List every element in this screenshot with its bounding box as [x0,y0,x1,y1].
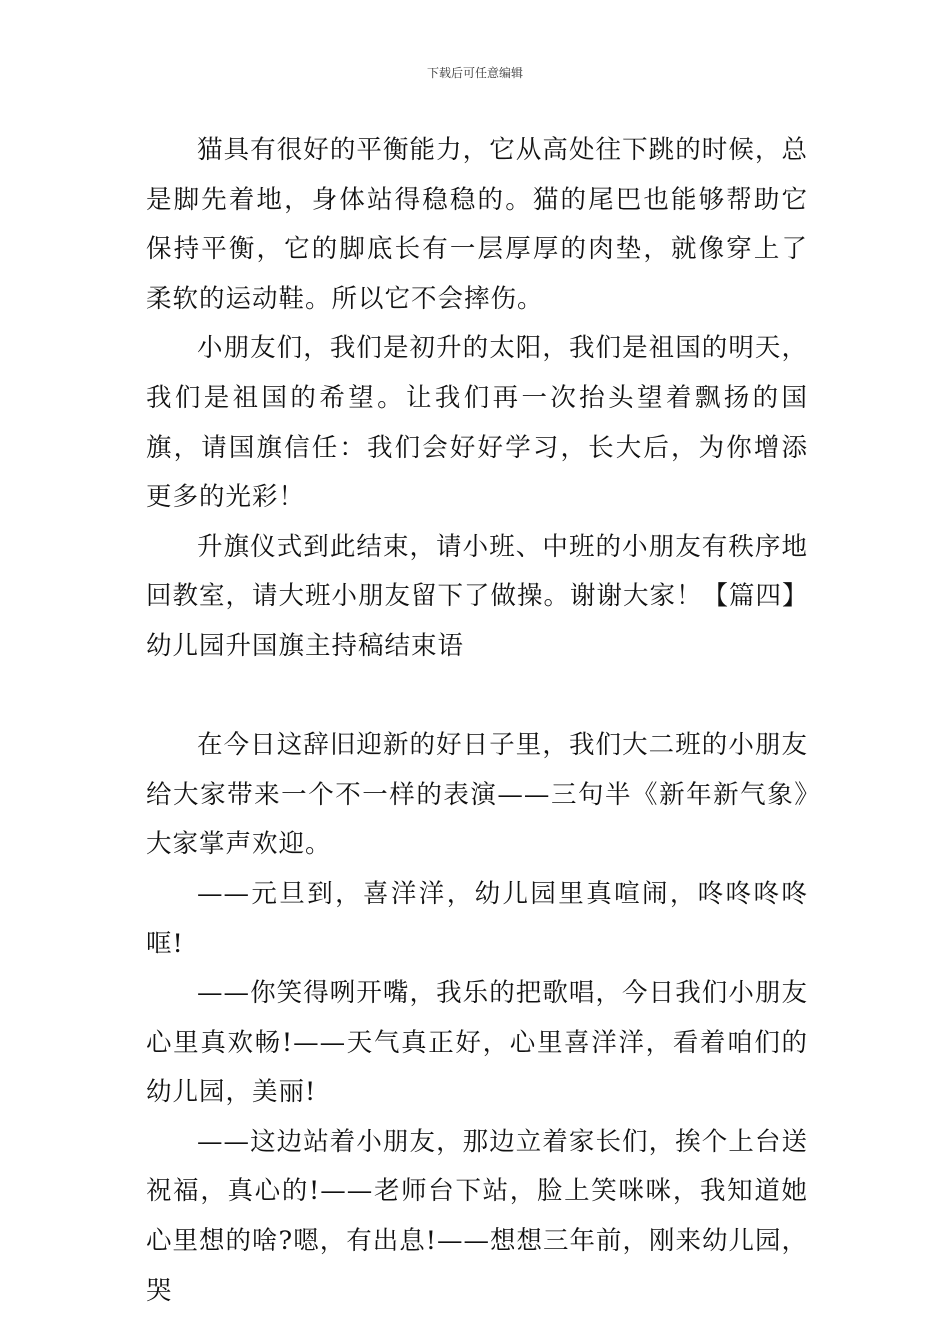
document-body [146,126,808,1316]
paragraph-rising-sun: 小朋友们，我们是初升的太阳，我们是祖国的明天，我们是祖国的希望。让我们再一次抬头望着飘扬的国旗，请国旗信任：我们会好好学习，长大后，为你增添更多的光彩！ [146,333,808,513]
paragraph-verse-1: ——元旦到，喜洋洋，幼儿园里真喧闹，咚咚咚咚哐! [146,878,808,959]
paragraph-verse-3: ——这边站着小朋友，那边立着家长们，挨个上台送祝福，真心的!——老师台下站，脸上笑咪咪，我知道她心里想的啥?嗯，有出息!——想想三年前，刚来幼儿园，哭 [146,1126,808,1306]
section-title: 幼儿园升国旗主持稿结束语 [146,630,465,661]
paragraph-verse-2: ——你笑得咧开嘴，我乐的把歌唱，今日我们小朋友心里真欢畅!——天气真正好，心里喜洋洋，看着咱们的幼儿园，美丽! [146,978,808,1108]
paragraph-ceremony-end: 升旗仪式到此结束，请小班、中班的小朋友有秩序地回教室，请大班小朋友留下了做操。谢谢大家！【篇四】 [146,531,809,612]
blank-line [146,672,808,722]
paragraph-cat-balance: 猫具有很好的平衡能力，它从高处往下跳的时候，总是脚先着地，身体站得稳稳的。猫的尾巴也能够帮助它保持平衡，它的脚底长有一层厚厚的肉垫，就像穿上了柔软的运动鞋。所以它不会摔伤。 [146,135,808,314]
page-header: 下载后可任意编辑 [426,66,523,80]
paragraph-new-year-intro: 在今日这辞旧迎新的好日子里，我们大二班的小朋友给大家带来一个不一样的表演——三句半《新年新气象》大家掌声欢迎。 [146,730,808,860]
